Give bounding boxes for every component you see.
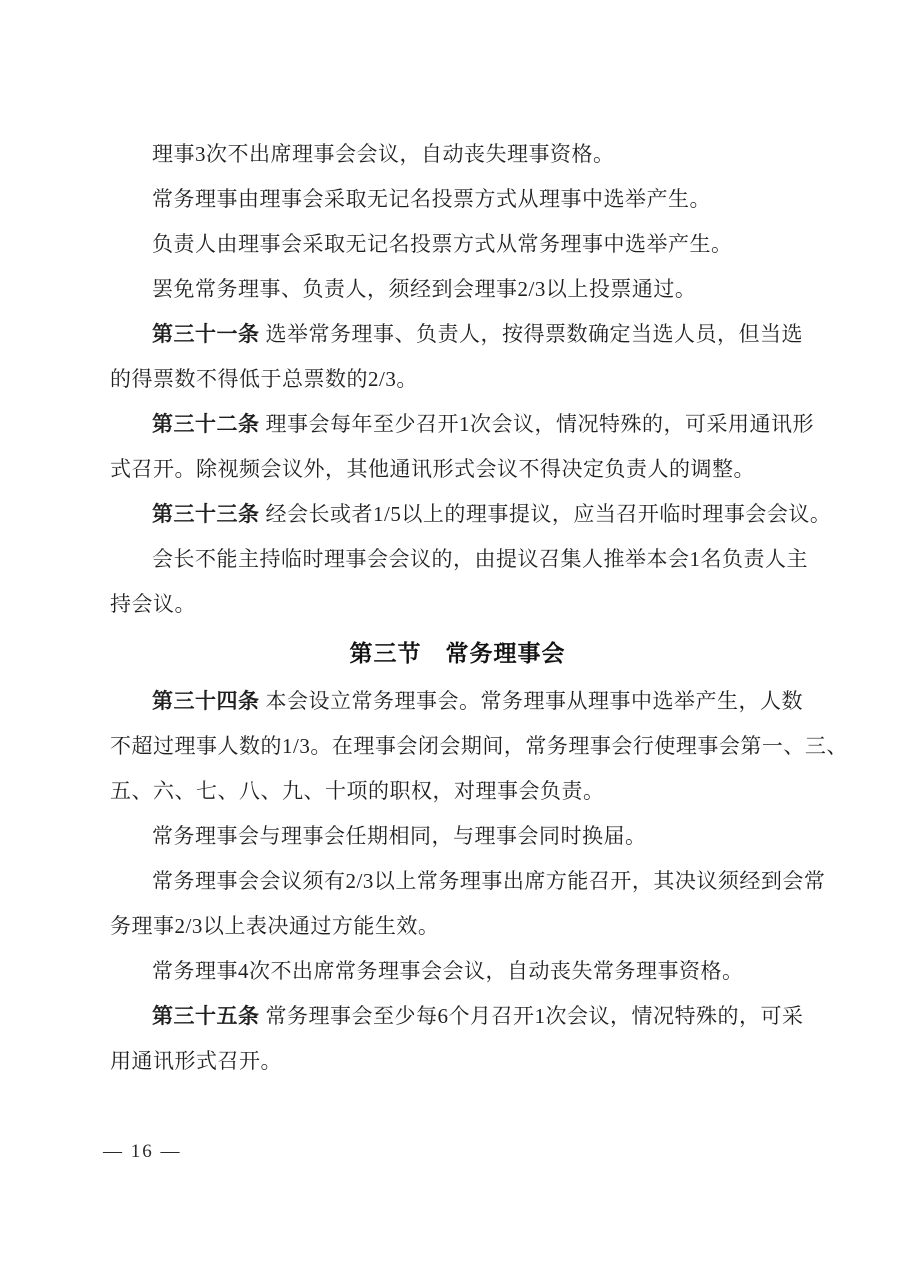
- text-line: [110, 814, 805, 859]
- text-line: [110, 904, 805, 949]
- text-line: [110, 222, 805, 267]
- text-line: [110, 679, 805, 724]
- line-text: 常务理事会会议须有2/3以上常务理事出席方能召开，其决议须经到会常: [152, 869, 826, 893]
- line-text: 常务理事4次不出席常务理事会会议，自动丧失常务理事资格。: [152, 959, 744, 983]
- line-text: 常务理事由理事会采取无记名投票方式从理事中选举产生。: [152, 187, 711, 211]
- article-number: 第三十四条: [152, 689, 260, 713]
- text-line: [110, 537, 808, 582]
- line-text: 务理事2/3以上表决通过方能生效。: [110, 914, 440, 938]
- line-text: 的得票数不得低于总票数的2/3。: [110, 367, 418, 391]
- line-text: 会长不能主持临时理事会会议的，由提议召集人推举本会1名负责人主: [152, 547, 808, 571]
- line-text: 理事会每年至少召开1次会议，情况特殊的，可采用通讯形: [265, 412, 814, 436]
- line-text: 罢免常务理事、负责人，须经到会理事2/3以上投票通过。: [152, 277, 697, 301]
- text-line: [110, 132, 805, 177]
- line-text: 经会长或者1/5以上的理事提议，应当召开临时理事会会议。: [265, 502, 832, 526]
- line-text: 选举常务理事、负责人，按得票数确定当选人员，但当选: [265, 322, 803, 346]
- line-text: 持会议。: [110, 592, 196, 616]
- article-number: 第三十三条: [152, 502, 260, 526]
- text-line: [110, 582, 805, 627]
- text-line: [110, 769, 805, 814]
- text-line: [110, 994, 805, 1039]
- line-text: 常务理事会与理事会任期相同，与理事会同时换届。: [152, 824, 647, 848]
- text-line: [110, 949, 805, 994]
- text-line: [110, 312, 805, 357]
- text-line: [110, 357, 805, 402]
- line-text: 不超过理事人数的1/3。在理事会闭会期间，常务理事会行使理事会第一、三、: [110, 734, 848, 758]
- document-body: [110, 132, 848, 1084]
- line-text: 五、六、七、八、九、十项的职权，对理事会负责。: [110, 779, 605, 803]
- line-text: 理事3次不出席理事会会议，自动丧失理事资格。: [152, 142, 615, 166]
- text-line: [110, 177, 805, 222]
- text-line: [110, 267, 805, 312]
- section-heading: 第三节 常务理事会: [349, 640, 566, 666]
- text-line: [110, 492, 832, 537]
- page-number: — 16 —: [103, 1141, 182, 1162]
- line-text: 负责人由理事会采取无记名投票方式从常务理事中选举产生。: [152, 232, 733, 256]
- article-number: 第三十二条: [152, 412, 260, 436]
- line-text: 常务理事会至少每6个月召开1次会议，情况特殊的，可采: [265, 1004, 804, 1028]
- line-text: 式召开。除视频会议外，其他通讯形式会议不得决定负责人的调整。: [110, 457, 755, 481]
- article-number: 第三十一条: [152, 322, 260, 346]
- text-line: [110, 402, 814, 447]
- text-line: [110, 447, 805, 492]
- line-text: 用通讯形式召开。: [110, 1049, 282, 1073]
- line-text: 本会设立常务理事会。常务理事从理事中选举产生，人数: [265, 689, 803, 713]
- text-line: [110, 1039, 805, 1084]
- article-number: 第三十五条: [152, 1004, 260, 1028]
- text-line: [110, 859, 826, 904]
- text-line: [110, 724, 848, 769]
